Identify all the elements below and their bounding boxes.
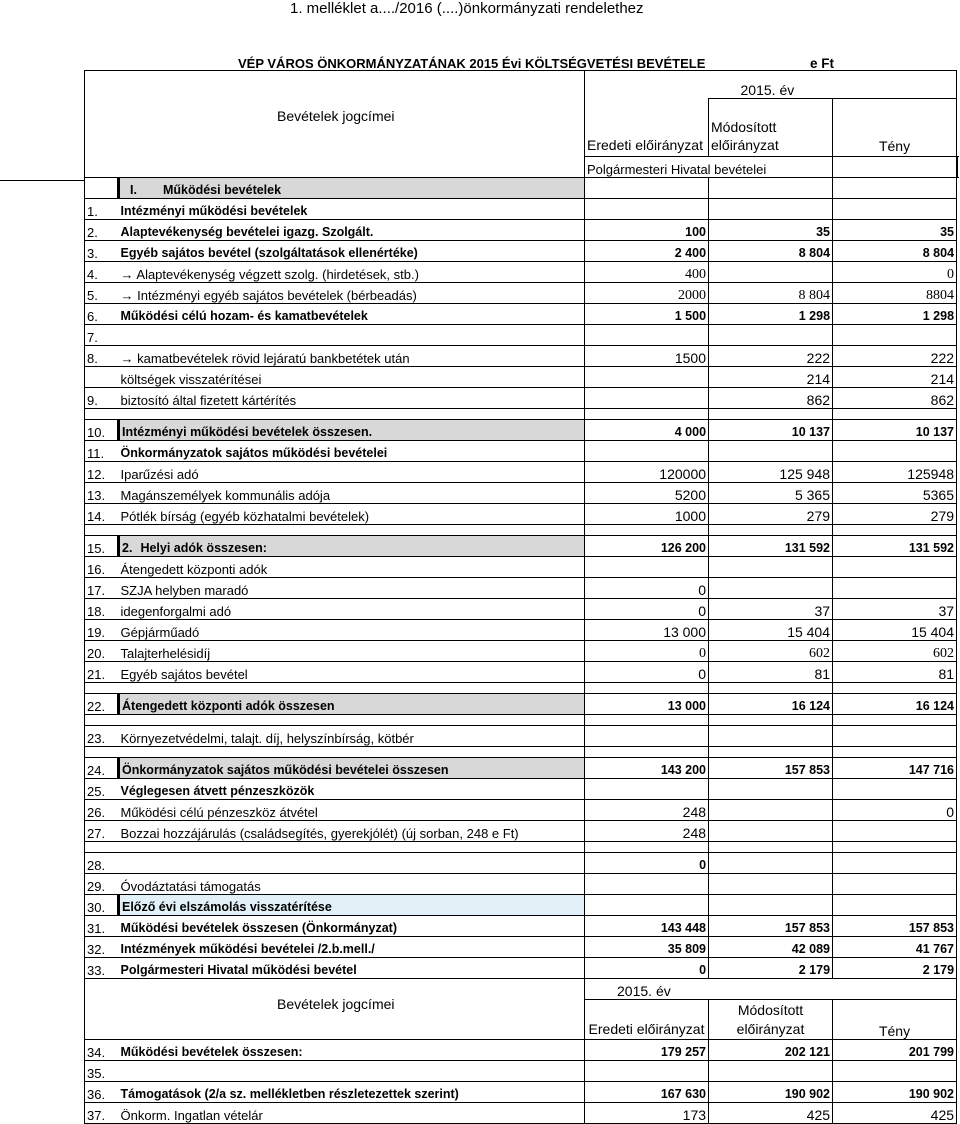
row-number: 8. <box>85 346 119 367</box>
row-number: 11. <box>85 441 119 462</box>
annex-title: 1. melléklet a..../2016 (....)önkormányzati rendelethez <box>290 0 644 17</box>
row-label: Alaptevékenység bevételei igazg. Szolgált. <box>119 220 585 241</box>
row-number <box>85 178 119 199</box>
table-row <box>85 853 958 874</box>
row-label: Véglegesen átvett pénzeszközök <box>119 779 585 800</box>
row-number: 29. <box>85 874 119 895</box>
row-number: 23. <box>85 726 119 747</box>
column-title-modositott-repeat: Módosított előirányzat <box>709 1000 833 1040</box>
table-row <box>85 199 958 220</box>
table-row <box>85 821 958 842</box>
value-teny <box>833 726 957 747</box>
row-label: biztosító által fizetett kártérítés <box>119 388 585 409</box>
table-row <box>85 441 958 462</box>
value-eredeti: 0 <box>585 578 709 599</box>
row-number: 7. <box>85 325 119 346</box>
value-teny <box>833 853 957 874</box>
value-teny: 35 <box>833 220 957 241</box>
value-modositott <box>709 726 833 747</box>
row-number: 1. <box>85 199 119 220</box>
value-eredeti <box>585 178 709 199</box>
row-number: 18. <box>85 599 119 620</box>
value-eredeti: 0 <box>585 641 709 662</box>
value-teny <box>833 325 957 346</box>
table-row <box>85 483 958 504</box>
row-label: Átengedett központi adók <box>119 557 585 578</box>
value-teny: 37 <box>833 599 957 620</box>
column-title-eredeti: Eredeti előirányzat <box>585 99 709 157</box>
row-label: Magánszemélyek kommunális adója <box>119 483 585 504</box>
table-row <box>85 641 958 662</box>
value-teny <box>833 779 957 800</box>
value-teny: 16 124 <box>833 694 957 715</box>
value-teny: 1 298 <box>833 304 957 325</box>
row-number: 16. <box>85 557 119 578</box>
value-eredeti: 0 <box>585 662 709 683</box>
row-number: 3. <box>85 241 119 262</box>
column-title-teny-repeat: Tény <box>833 1000 957 1040</box>
table-row <box>85 916 958 937</box>
row-number: 10. <box>85 420 119 441</box>
value-eredeti: 1 500 <box>585 304 709 325</box>
table-head-repeat <box>85 979 958 1040</box>
value-teny <box>833 199 957 220</box>
row-number <box>85 367 119 388</box>
row-label: Környezetvédelmi, talajt. díj, helyszínbírság, kötbér <box>119 726 585 747</box>
row-number: 20. <box>85 641 119 662</box>
row-label: Működési bevételek összesen: <box>119 1040 585 1061</box>
row-number: 5. <box>85 283 119 304</box>
table-row <box>85 726 958 747</box>
value-teny: 10 137 <box>833 420 957 441</box>
row-number: 34. <box>85 1040 119 1061</box>
row-label: Önkormányzatok sajátos működési bevételei összesen <box>119 758 585 779</box>
value-modositott: 190 902 <box>709 1082 833 1103</box>
row-number: 15. <box>85 536 119 557</box>
value-modositott <box>709 325 833 346</box>
row-label: Óvodáztatási támogatás <box>119 874 585 895</box>
value-modositott: 2 179 <box>709 958 833 979</box>
table-row <box>85 504 958 525</box>
table-row <box>85 874 958 895</box>
row-number: 4. <box>85 262 119 283</box>
value-teny: 201 799 <box>833 1040 957 1061</box>
column-title-teny: Tény <box>833 99 957 157</box>
value-teny: 425 <box>833 1103 957 1124</box>
table-row <box>85 262 958 283</box>
row-label <box>119 1061 585 1082</box>
value-modositott: 35 <box>709 220 833 241</box>
row-label: Egyéb sajátos bevétel (szolgáltatások ellenértéke) <box>119 241 585 262</box>
value-modositott: 81 <box>709 662 833 683</box>
row-number: 9. <box>85 388 119 409</box>
value-eredeti: 4 000 <box>585 420 709 441</box>
row-number: 26. <box>85 800 119 821</box>
row-number: 32. <box>85 937 119 958</box>
value-eredeti: 400 <box>585 262 709 283</box>
document-title: VÉP VÁROS ÖNKORMÁNYZATÁNAK 2015 Évi KÖLTSÉGVETÉSI BEVÉTELE <box>238 56 706 71</box>
row-label: Iparűzési adó <box>119 462 585 483</box>
value-modositott <box>709 853 833 874</box>
value-teny: 15 404 <box>833 620 957 641</box>
value-eredeti: 2000 <box>585 283 709 304</box>
row-label: Működési bevételek összesen (Önkormányzat) <box>119 916 585 937</box>
row-label: idegenforgalmi adó <box>119 599 585 620</box>
value-modositott: 5 365 <box>709 483 833 504</box>
value-eredeti: 248 <box>585 821 709 842</box>
table-row <box>85 937 958 958</box>
value-modositott <box>709 178 833 199</box>
row-number: 19. <box>85 620 119 641</box>
value-eredeti: 0 <box>585 599 709 620</box>
value-eredeti <box>585 325 709 346</box>
value-teny: 0 <box>833 262 957 283</box>
row-number: 27. <box>85 821 119 842</box>
value-eredeti: 100 <box>585 220 709 241</box>
table-row <box>85 1103 958 1124</box>
row-label: Működési célú pénzeszköz átvétel <box>119 800 585 821</box>
row-number: 35. <box>85 1061 119 1082</box>
table-row <box>85 346 958 367</box>
value-eredeti: 1500 <box>585 346 709 367</box>
table-row <box>85 304 958 325</box>
row-number: 12. <box>85 462 119 483</box>
table-body-2 <box>85 1040 958 1124</box>
value-teny: 157 853 <box>833 916 957 937</box>
table-row <box>85 578 958 599</box>
value-modositott <box>709 262 833 283</box>
value-modositott: 214 <box>709 367 833 388</box>
row-label <box>119 178 585 199</box>
row-number: 30. <box>85 895 119 916</box>
value-eredeti <box>585 779 709 800</box>
value-teny <box>833 1061 957 1082</box>
table-row <box>85 694 958 715</box>
value-teny: 81 <box>833 662 957 683</box>
row-number: 36. <box>85 1082 119 1103</box>
value-modositott: 125 948 <box>709 462 833 483</box>
value-modositott: 202 121 <box>709 1040 833 1061</box>
row-subnumber: I. <box>130 183 137 197</box>
row-label: Bozzai hozzájárulás (családsegítés, gyerekjólét) (új sorban, 248 e Ft) <box>119 821 585 842</box>
row-label: Intézmények működési bevételei /2.b.mell./ <box>119 937 585 958</box>
value-modositott: 8 804 <box>709 283 833 304</box>
row-label <box>119 536 585 557</box>
value-modositott: 37 <box>709 599 833 620</box>
value-modositott <box>709 1061 833 1082</box>
value-eredeti: 167 630 <box>585 1082 709 1103</box>
row-label: → Intézményi egyéb sajátos bevételek (bérbeadás) <box>119 283 585 304</box>
value-modositott <box>709 779 833 800</box>
value-modositott: 862 <box>709 388 833 409</box>
table-row <box>85 1082 958 1103</box>
value-eredeti <box>585 199 709 220</box>
table-row <box>85 283 958 304</box>
value-teny <box>833 441 957 462</box>
value-modositott <box>709 578 833 599</box>
table-head <box>85 71 958 178</box>
value-modositott: 15 404 <box>709 620 833 641</box>
value-modositott: 8 804 <box>709 241 833 262</box>
value-eredeti <box>585 367 709 388</box>
column-title-jogcim-repeat: Bevételek jogcímei <box>277 996 395 1012</box>
value-eredeti: 143 448 <box>585 916 709 937</box>
value-teny: 147 716 <box>833 758 957 779</box>
value-teny <box>833 578 957 599</box>
value-eredeti: 0 <box>585 853 709 874</box>
row-label: Gépjárműadó <box>119 620 585 641</box>
value-teny: 8804 <box>833 283 957 304</box>
table-row <box>85 958 958 979</box>
value-teny: 862 <box>833 388 957 409</box>
value-modositott: 1 298 <box>709 304 833 325</box>
row-label: Előző évi elszámolás visszatérítése <box>119 895 585 916</box>
value-modositott: 131 592 <box>709 536 833 557</box>
value-modositott <box>709 821 833 842</box>
value-teny: 41 767 <box>833 937 957 958</box>
value-eredeti <box>585 726 709 747</box>
value-modositott <box>709 441 833 462</box>
value-modositott <box>709 557 833 578</box>
value-teny: 0 <box>833 800 957 821</box>
row-label: Önkorm. Ingatlan vételár <box>119 1103 585 1124</box>
value-eredeti: 248 <box>585 800 709 821</box>
value-eredeti <box>585 388 709 409</box>
table-row <box>85 241 958 262</box>
value-eredeti: 2 400 <box>585 241 709 262</box>
table-row <box>85 599 958 620</box>
value-modositott <box>709 800 833 821</box>
value-eredeti: 0 <box>585 958 709 979</box>
value-modositott <box>709 874 833 895</box>
row-label: → kamatbevételek rövid lejáratú bankbetétek után <box>119 346 585 367</box>
table-row <box>85 388 958 409</box>
value-teny <box>833 821 957 842</box>
value-teny: 131 592 <box>833 536 957 557</box>
value-eredeti <box>585 1061 709 1082</box>
table-row <box>85 462 958 483</box>
value-teny: 214 <box>833 367 957 388</box>
table-row <box>85 1061 958 1082</box>
table-row <box>85 1040 958 1061</box>
value-modositott: 602 <box>709 641 833 662</box>
value-eredeti: 1000 <box>585 504 709 525</box>
value-modositott <box>709 895 833 916</box>
table-row <box>85 758 958 779</box>
left-rule <box>0 180 84 181</box>
value-eredeti: 173 <box>585 1103 709 1124</box>
value-teny: 125948 <box>833 462 957 483</box>
value-modositott: 10 137 <box>709 420 833 441</box>
value-teny: 2 179 <box>833 958 957 979</box>
row-number: 6. <box>85 304 119 325</box>
section-polgarmesteri-hivatal: Polgármesteri Hivatal bevételei <box>585 157 833 178</box>
table-row <box>85 557 958 578</box>
value-eredeti: 179 257 <box>585 1040 709 1061</box>
table-row <box>85 178 958 199</box>
table-row <box>85 367 958 388</box>
column-title-modositott: Módosított előirányzat <box>709 99 833 157</box>
row-number: 37. <box>85 1103 119 1124</box>
year-header: 2015. év <box>709 71 957 99</box>
table-row <box>85 325 958 346</box>
row-number: 31. <box>85 916 119 937</box>
row-number: 14. <box>85 504 119 525</box>
row-number: 28. <box>85 853 119 874</box>
value-eredeti: 13 000 <box>585 694 709 715</box>
row-number: 22. <box>85 694 119 715</box>
row-label-text: Működési bevételek <box>162 183 282 197</box>
table-row <box>85 779 958 800</box>
value-teny: 222 <box>833 346 957 367</box>
row-number: 13. <box>85 483 119 504</box>
value-eredeti: 143 200 <box>585 758 709 779</box>
value-modositott: 222 <box>709 346 833 367</box>
value-eredeti: 5200 <box>585 483 709 504</box>
table-row <box>85 536 958 557</box>
row-label: Önkormányzatok sajátos működési bevételei <box>119 441 585 462</box>
value-teny: 602 <box>833 641 957 662</box>
value-modositott: 16 124 <box>709 694 833 715</box>
year-header-repeat: 2015. év <box>585 979 957 1000</box>
value-modositott: 157 853 <box>709 758 833 779</box>
value-modositott: 279 <box>709 504 833 525</box>
table-row <box>85 420 958 441</box>
row-label: Egyéb sajátos bevétel <box>119 662 585 683</box>
value-modositott <box>709 199 833 220</box>
table-body <box>85 178 958 979</box>
table-row <box>85 662 958 683</box>
value-eredeti: 35 809 <box>585 937 709 958</box>
value-modositott: 42 089 <box>709 937 833 958</box>
value-eredeti <box>585 874 709 895</box>
row-label: Polgármesteri Hivatal működési bevétel <box>119 958 585 979</box>
row-label <box>119 325 585 346</box>
row-label: Intézményi működési bevételek <box>119 199 585 220</box>
value-teny: 5365 <box>833 483 957 504</box>
row-label: Talajterhelésidíj <box>119 641 585 662</box>
row-label: Működési célú hozam- és kamatbevételek <box>119 304 585 325</box>
value-eredeti: 120000 <box>585 462 709 483</box>
row-label: SZJA helyben maradó <box>119 578 585 599</box>
row-label: Pótlék bírság (egyéb közhatalmi bevételek) <box>119 504 585 525</box>
column-title-eredeti-repeat: Eredeti előirányzat <box>585 1000 709 1040</box>
table-row <box>85 220 958 241</box>
value-eredeti <box>585 557 709 578</box>
value-modositott: 157 853 <box>709 916 833 937</box>
row-label: Átengedett központi adók összesen <box>119 694 585 715</box>
row-label: → Alaptevékenység végzett szolg. (hirdetések, stb.) <box>119 262 585 283</box>
table-row <box>85 800 958 821</box>
row-label: Támogatások (2/a sz. mellékletben részletezettek szerint) <box>119 1082 585 1103</box>
column-title-jogcim: Bevételek jogcímei <box>277 108 395 124</box>
value-teny: 190 902 <box>833 1082 957 1103</box>
row-number: 17. <box>85 578 119 599</box>
value-eredeti <box>585 895 709 916</box>
row-label: költségek visszatérítései <box>119 367 585 388</box>
value-teny <box>833 178 957 199</box>
value-eredeti: 126 200 <box>585 536 709 557</box>
value-teny <box>833 557 957 578</box>
table-row <box>85 895 958 916</box>
row-label: Intézményi működési bevételek összesen. <box>119 420 585 441</box>
row-number: 25. <box>85 779 119 800</box>
value-modositott: 425 <box>709 1103 833 1124</box>
row-number: 33. <box>85 958 119 979</box>
table-row <box>85 620 958 641</box>
revenue-table <box>84 70 958 1124</box>
row-number: 24. <box>85 758 119 779</box>
value-eredeti: 13 000 <box>585 620 709 641</box>
value-eredeti <box>585 441 709 462</box>
row-number: 21. <box>85 662 119 683</box>
row-label <box>119 853 585 874</box>
row-label-text: Helyi adók összesen: <box>140 541 267 555</box>
row-number: 2. <box>85 220 119 241</box>
value-teny: 279 <box>833 504 957 525</box>
value-teny <box>833 874 957 895</box>
unit-label: e Ft <box>810 56 835 71</box>
value-teny: 8 804 <box>833 241 957 262</box>
row-subnumber: 2. <box>122 541 133 555</box>
value-teny <box>833 895 957 916</box>
